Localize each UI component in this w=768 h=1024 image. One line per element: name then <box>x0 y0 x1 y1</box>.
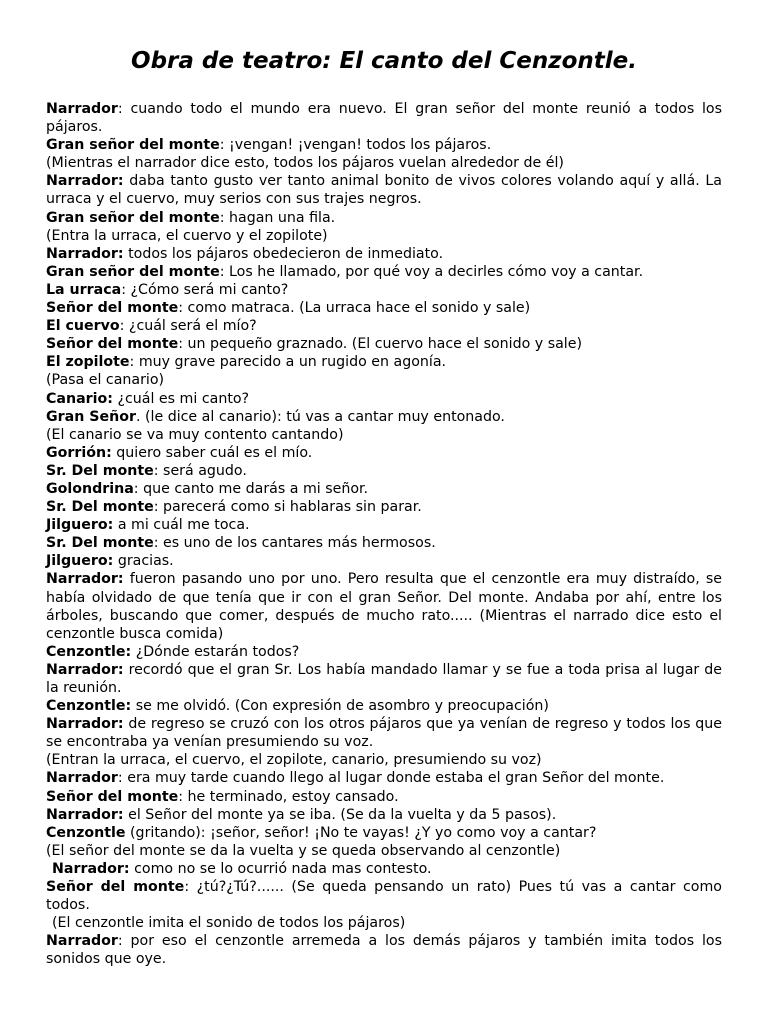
dialogue-line <box>46 209 722 227</box>
speaker-name: Cenzontle <box>46 824 126 841</box>
speaker-name: El cuervo <box>46 318 120 335</box>
speaker-name: Cenzontle: <box>46 698 132 715</box>
dialogue-line <box>46 697 722 715</box>
dialogue-line <box>46 281 722 299</box>
dialogue-line <box>46 335 722 353</box>
speaker-name: Cenzontle: <box>46 643 132 660</box>
line-text: recordó que el gran Sr. Los había mandado llamar y se fue a toda prisa al lugar de la reunión. <box>46 661 722 696</box>
dialogue-line <box>46 715 722 751</box>
dialogue-line <box>46 498 722 516</box>
line-text: : era muy tarde cuando llego al lugar donde estaba el gran Señor del monte. <box>117 770 665 787</box>
dialogue-line <box>46 878 722 914</box>
speaker-name: Golondrina <box>46 480 134 497</box>
dialogue-line <box>46 788 722 806</box>
line-text: daba tanto gusto ver tanto animal bonito de vivos colores volando aquí y allá. La urraca y el cuervo, muy serios con sus trajes negros. <box>46 173 722 208</box>
speaker-name: Narrador: <box>46 245 124 262</box>
line-text: : ¿cuál será el mío? <box>119 318 257 335</box>
line-text: el Señor del monte ya se iba. (Se da la vuelta y da 5 pasos). <box>123 806 557 823</box>
speaker-name: Gran Señor <box>46 408 136 425</box>
speaker-name: Sr. Del monte <box>46 499 154 516</box>
line-text: a mi cuál me toca. <box>113 517 250 534</box>
dialogue-line <box>46 552 722 570</box>
speaker-name: Señor del monte <box>46 336 179 353</box>
dialogue-line <box>46 390 722 408</box>
stage-direction <box>46 227 722 245</box>
line-text: : como matraca. (La urraca hace el sonido y sale) <box>178 300 531 317</box>
dialogue-line <box>46 299 722 317</box>
speaker-name: Narrador: <box>46 661 124 678</box>
speaker-name: Gran señor del monte <box>46 209 220 226</box>
line-text: ¿cuál es mi canto? <box>112 390 250 407</box>
stage-direction <box>46 371 722 389</box>
line-text: : ¿tú?¿Tú?...... (Se queda pensando un rato) Pues tú vas a cantar como todos. <box>46 879 722 914</box>
dialogue-line <box>46 172 722 208</box>
speaker-name: Jilguero: <box>46 517 114 534</box>
dialogue-line <box>46 643 722 661</box>
document-title: Obra de teatro: El canto del Cenzontle. <box>131 48 637 74</box>
line-text: : por eso el cenzontle arremeda a los demás pájaros y también imita todos los sonidos que oye. <box>46 933 722 968</box>
line-text: : cuando todo el mundo era nuevo. El gran señor del monte reunió a todos los pájaros. <box>46 101 722 136</box>
stage-direction <box>46 154 722 172</box>
line-text: : parecerá como si hablaras sin parar. <box>153 499 422 516</box>
speaker-name: Narrador: <box>46 716 124 733</box>
line-text: : será agudo. <box>153 462 247 479</box>
line-text: (El señor del monte se da la vuelta y se queda observando al cenzontle) <box>46 842 561 859</box>
dialogue-line <box>46 570 722 642</box>
line-text: : un pequeño graznado. (El cuervo hace el sonido y sale) <box>178 336 582 353</box>
speaker-name: Señor del monte <box>46 788 179 805</box>
dialogue-line <box>46 769 722 787</box>
speaker-name: Canario: <box>46 390 113 407</box>
line-text: (Entran la urraca, el cuervo, el zopilote, canario, presumiendo su voz) <box>46 752 542 769</box>
stage-direction <box>46 426 722 444</box>
line-text: se me olvidó. (Con expresión de asombro y preocupación) <box>131 698 549 715</box>
speaker-name: Narrador <box>46 770 118 787</box>
speaker-name: El zopilote <box>46 354 130 371</box>
speaker-name: Narrador: <box>52 860 130 877</box>
line-text: : he terminado, estoy cansado. <box>178 788 399 805</box>
dialogue-line <box>46 136 722 154</box>
speaker-name: Sr. Del monte <box>46 462 154 479</box>
speaker-name: Señor del monte <box>46 879 185 896</box>
stage-direction <box>46 914 722 932</box>
line-text: (Mientras el narrador dice esto, todos los pájaros vuelan alrededor de él) <box>46 155 564 172</box>
line-text: todos los pájaros obedecieron de inmediato. <box>123 245 444 262</box>
dialogue-line <box>46 353 722 371</box>
stage-direction <box>46 751 722 769</box>
speaker-name: Gran señor del monte <box>46 137 220 154</box>
speaker-name: Narrador <box>46 101 118 117</box>
line-text: : es uno de los cantares más hermosos. <box>153 535 436 552</box>
dialogue-line <box>46 100 722 136</box>
dialogue-line <box>46 245 722 263</box>
line-text: ¿Dónde estarán todos? <box>131 643 300 660</box>
dialogue-line <box>46 661 722 697</box>
speaker-name: Jilguero: <box>46 553 114 570</box>
dialogue-line <box>46 317 722 335</box>
dialogue-line <box>46 462 722 480</box>
line-text: : hagan una fila. <box>219 209 336 226</box>
speaker-name: Narrador: <box>46 806 124 823</box>
dialogue-line <box>46 444 722 462</box>
dialogue-line <box>46 516 722 534</box>
line-text: . (le dice al canario): tú vas a cantar muy entonado. <box>135 408 505 425</box>
dialogue-line <box>46 408 722 426</box>
line-text: (gritando): ¡señor, señor! ¡No te vayas! ¿Y yo como voy a cantar? <box>125 824 597 841</box>
line-text: : Los he llamado, por qué voy a decirles cómo voy a cantar. <box>219 263 644 280</box>
line-text: quiero saber cuál es el mío. <box>111 444 313 461</box>
speaker-name: Gran señor del monte <box>46 263 220 280</box>
dialogue-line <box>46 263 722 281</box>
line-text: como no se lo ocurrió nada mas contesto. <box>129 860 432 877</box>
speaker-name: Narrador: <box>46 571 124 588</box>
speaker-name: Gorrión: <box>46 444 112 461</box>
line-text: (El canario se va muy contento cantando) <box>46 426 344 443</box>
speaker-name: Señor del monte <box>46 300 179 317</box>
line-text: : muy grave parecido a un rugido en agonía. <box>129 354 447 371</box>
speaker-name: La urraca <box>46 281 122 298</box>
speaker-name: Narrador <box>46 933 118 950</box>
dialogue-line <box>46 932 722 968</box>
dialogue-line <box>46 860 722 878</box>
dialogue-line <box>46 806 722 824</box>
speaker-name: Narrador: <box>46 173 124 190</box>
line-text: : que canto me darás a mi señor. <box>133 480 369 497</box>
line-text: fueron pasando uno por uno. Pero resulta que el cenzontle era muy distraído, se había olvidado de que tenía que ir con el gran Señor. Del monte. Andaba por ahí, entre los árboles, buscando que comer, después de mucho rato..... (Mientras el narrado dice esto el cenzontle busca comida) <box>46 571 722 642</box>
line-text: de regreso se cruzó con los otros pájaros que ya venían de regreso y todos los que se encontraba ya venían presumiendo su voz. <box>46 716 722 751</box>
line-text: (Pasa el canario) <box>46 372 165 389</box>
line-text: (Entra la urraca, el cuervo y el zopilote) <box>46 227 328 244</box>
line-text: (El cenzontle imita el sonido de todos los pájaros) <box>52 915 406 932</box>
stage-direction <box>46 842 722 860</box>
play-script <box>46 100 722 969</box>
line-text: gracias. <box>113 553 174 570</box>
line-text: : ¿Cómo será mi canto? <box>121 281 289 298</box>
line-text: : ¡vengan! ¡vengan! todos los pájaros. <box>219 137 492 154</box>
dialogue-line <box>46 480 722 498</box>
dialogue-line <box>46 534 722 552</box>
dialogue-line <box>46 824 722 842</box>
speaker-name: Sr. Del monte <box>46 535 154 552</box>
